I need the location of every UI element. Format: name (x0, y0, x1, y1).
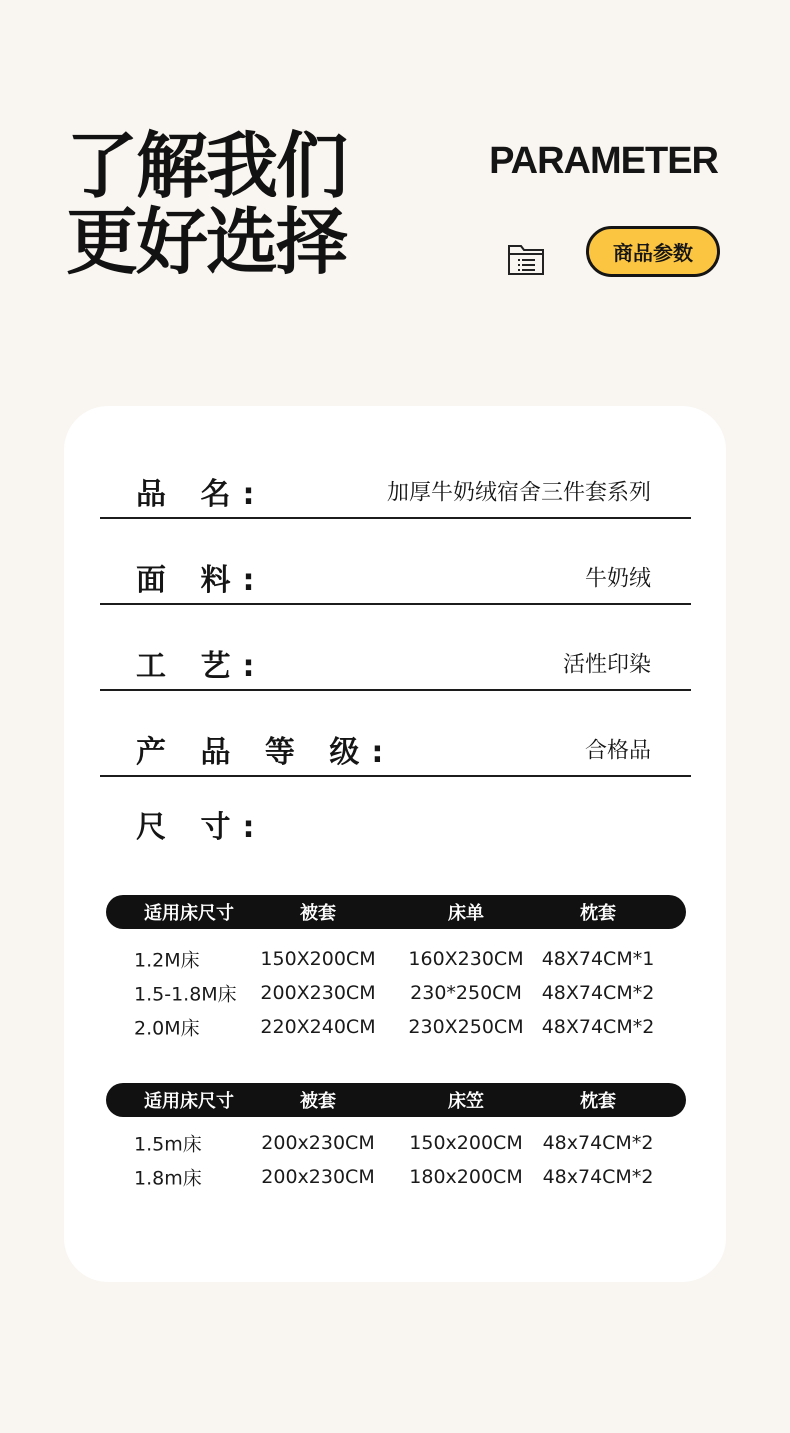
table-cell: 200X230CM (260, 982, 376, 1004)
table-cell: 48X74CM*2 (541, 1016, 655, 1038)
table-cell: 48X74CM*2 (541, 982, 655, 1004)
product-params-badge: 商品参数 (586, 226, 720, 277)
table-cell: 230*250CM (410, 982, 522, 1004)
spec-row-process (100, 605, 691, 691)
table-cell: 1.5-1.8M床 (134, 983, 237, 1006)
table-cell: 200x230CM (261, 1132, 375, 1154)
spec-value: 牛奶绒 (584, 566, 651, 592)
spec-row-grade (100, 691, 691, 777)
headline-line-1: 了解我们 (66, 124, 347, 208)
spec-label: 品 名: (136, 477, 267, 512)
spec-label: 面 料: (136, 563, 267, 598)
table-cell: 1.2M床 (134, 949, 200, 972)
table-header-cell: 适用床尺寸 (144, 1091, 234, 1112)
spec-label: 产 品 等 级: (136, 735, 396, 770)
table-header-cell: 枕套 (580, 903, 616, 924)
table-header-cell: 枕套 (580, 1091, 616, 1112)
table-cell: 200x230CM (261, 1166, 375, 1188)
table-header-cell: 床笠 (448, 1091, 484, 1112)
spec-row-fabric (100, 519, 691, 605)
table-cell: 2.0M床 (134, 1017, 200, 1040)
table-header-cell: 被套 (300, 1091, 336, 1112)
parameter-title: PARAMETER (489, 140, 718, 182)
table-cell: 180x200CM (409, 1166, 523, 1188)
table-header-cell: 床单 (448, 903, 484, 924)
table-row (106, 1127, 686, 1159)
table-row (106, 1011, 686, 1043)
table-cell: 150X200CM (260, 948, 376, 970)
table-cell: 150x200CM (409, 1132, 523, 1154)
spec-value: 活性印染 (562, 652, 651, 678)
table-cell: 1.8m床 (134, 1167, 202, 1190)
headline-line-2: 更好选择 (66, 200, 347, 284)
table-cell: 220X240CM (260, 1016, 376, 1038)
table-header (106, 895, 686, 929)
table-header-cell: 被套 (300, 903, 336, 924)
table-header (106, 1083, 686, 1117)
spec-card (64, 406, 726, 1282)
spec-value: 合格品 (584, 738, 651, 764)
spec-value: 加厚牛奶绒宿舍三件套系列 (386, 480, 651, 506)
table-cell: 1.5m床 (134, 1133, 202, 1156)
spec-label: 工 艺: (136, 649, 267, 684)
size-label: 尺 寸: (136, 810, 267, 845)
table-cell: 230X250CM (408, 1016, 524, 1038)
table-cell: 48x74CM*2 (542, 1166, 654, 1188)
spec-row-name (100, 433, 691, 519)
table-row (106, 977, 686, 1009)
table-header-cell: 适用床尺寸 (144, 903, 234, 924)
table-row (106, 1161, 686, 1193)
table-cell: 160X230CM (408, 948, 524, 970)
table-row (106, 943, 686, 975)
folder-list-icon (507, 240, 545, 276)
headline (66, 124, 347, 284)
table-cell: 48x74CM*2 (542, 1132, 654, 1154)
table-cell: 48X74CM*1 (541, 948, 655, 970)
